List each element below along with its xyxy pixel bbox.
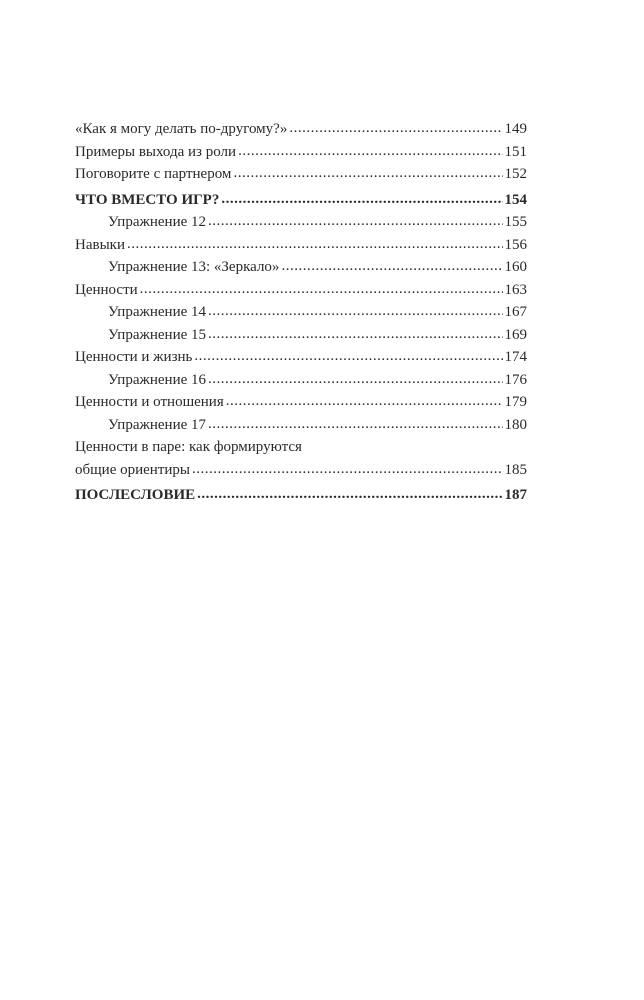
dot-leader	[197, 483, 502, 506]
toc-entry[interactable]	[75, 141, 527, 164]
toc-subentry[interactable]	[75, 324, 527, 347]
toc-entry-title: общие ориентиры	[75, 461, 190, 478]
toc-entry[interactable]	[75, 279, 527, 302]
dot-leader	[208, 300, 503, 323]
dot-leader	[208, 368, 503, 391]
toc-entry-page: 174	[504, 349, 527, 365]
toc-subentry[interactable]	[75, 414, 527, 437]
toc-subentry[interactable]	[75, 211, 527, 234]
toc-entry-title: Навыки	[75, 236, 125, 253]
toc-entry-title: Поговорите с партнером	[75, 166, 232, 182]
toc-entry-title: Упражнение 13: «Зеркало»	[108, 259, 280, 275]
toc-entry[interactable]	[75, 234, 527, 257]
toc-entry-page: 179	[504, 394, 527, 410]
toc-entry-multiline[interactable]	[75, 436, 527, 481]
toc-entry[interactable]	[75, 163, 527, 186]
toc-entry-page: 176	[504, 371, 527, 388]
toc-entry-page: 185	[504, 461, 527, 478]
dot-leader	[208, 413, 503, 436]
dot-leader	[208, 210, 503, 233]
toc-entry-page: 169	[504, 326, 527, 343]
toc-chapter-entry[interactable]	[75, 484, 527, 507]
dot-leader	[238, 140, 502, 163]
toc-entry-title: Ценности и отношения	[75, 394, 224, 410]
dot-leader	[289, 117, 502, 140]
toc-entry-title: Ценности	[75, 281, 138, 298]
toc-entry-page: 160	[504, 259, 527, 275]
toc-entry-page: 149	[504, 121, 527, 137]
dot-leader	[127, 233, 503, 256]
toc-entry-title: Упражнение 16	[108, 371, 206, 388]
dot-leader	[221, 188, 502, 211]
dot-leader	[140, 278, 503, 301]
toc-entry-title: «Как я могу делать по-другому?»	[75, 121, 288, 137]
dot-leader	[194, 345, 502, 368]
dot-leader	[233, 162, 502, 185]
dot-leader	[208, 323, 503, 346]
toc-entry-title: Упражнение 15	[108, 326, 206, 343]
toc-entry-page: 152	[504, 166, 527, 182]
toc-entry-title: Упражнение 14	[108, 304, 206, 320]
toc-entry-page: 155	[504, 214, 527, 230]
toc-chapter-entry[interactable]	[75, 189, 527, 212]
dot-leader	[192, 458, 503, 481]
toc-entry-page: 163	[504, 281, 527, 298]
toc-entry-page: 151	[504, 143, 527, 160]
toc-entry-page: 154	[504, 191, 527, 208]
toc-entry-title: Примеры выхода из роли	[75, 143, 237, 160]
dot-leader	[281, 255, 502, 278]
toc-entry[interactable]	[75, 346, 527, 369]
toc-subentry[interactable]	[75, 256, 527, 279]
table-of-contents	[75, 118, 527, 507]
toc-entry-title: Ценности и жизнь	[75, 349, 193, 365]
dot-leader	[226, 390, 503, 413]
toc-subentry[interactable]	[75, 301, 527, 324]
toc-subentry[interactable]	[75, 369, 527, 392]
toc-chapter-title: ЧТО ВМЕСТО ИГР?	[75, 191, 220, 208]
toc-entry-page: 167	[504, 304, 527, 320]
toc-entry[interactable]	[75, 118, 527, 141]
toc-entry-title: Упражнение 17	[108, 416, 206, 433]
toc-entry[interactable]	[75, 391, 527, 414]
toc-entry-title-line2-row	[75, 459, 527, 482]
toc-entry-title-line1: Ценности в паре: как формируются	[75, 439, 302, 455]
toc-entry-page: 180	[504, 416, 527, 433]
toc-chapter-title: ПОСЛЕСЛОВИЕ	[75, 487, 196, 503]
toc-entry-title: Упражнение 12	[108, 214, 206, 230]
toc-entry-page: 187	[504, 487, 527, 503]
toc-entry-page: 156	[504, 236, 527, 253]
